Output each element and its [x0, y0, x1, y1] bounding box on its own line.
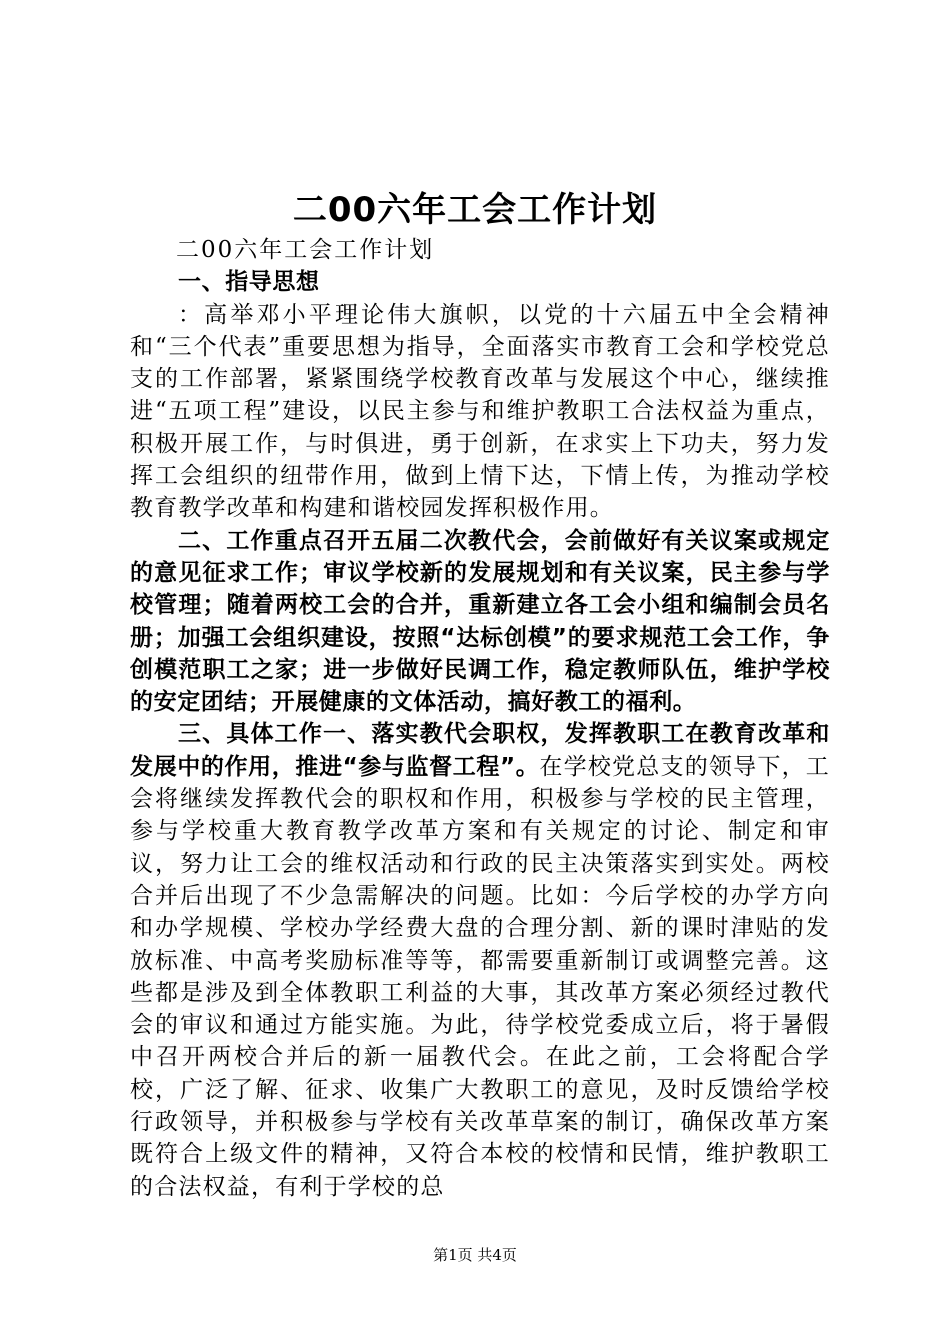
page-number-footer: 第1页 共4页	[433, 1246, 517, 1264]
section-key-work: 二、工作重点召开五届二次教代会，会前做好有关议案或规定的意见征求工作；审议学校新的发展规划和有关议案，民主参与学校管理；随着两校工会的合并，重新建立各工会小组和编制会员名册；加强工会组织建设，按照“达标创模”的要求规范工会工作，争创模范职工之家；进一步做好民调工作，稳定教师队伍，维护学校的安定团结；开展健康的文体活动，搞好教工的福利。	[130, 527, 830, 716]
document-subtitle: 二00六年工会工作计划	[176, 237, 435, 263]
document-title: 二00六年工会工作计划	[292, 190, 658, 230]
section-body-guiding-ideology: ：高举邓小平理论伟大旗帜，以党的十六届五中全会精神和“三个代表”重要思想为指导，全面落实市教育工会和学校党总支的工作部署，紧紧围绕学校教育改革与发展这个中心，继续推进“五项工程”建设，以民主参与和维护教职工合法权益为重点，积极开展工作，与时俱进，勇于创新，在求实上下功夫，努力发挥工会组织的纽带作用，做到上情下达，下情上传，为推动学校教育教学改革和构建和谐校园发挥积极作用。	[130, 301, 830, 522]
section-specific-work-body: 在学校党总支的领导下，工会将继续发挥教代会的职权和作用，积极参与学校的民主管理，参与学校重大教育教学改革方案和有关规定的讨论、制定和审议，努力让工会的维权活动和行政的民主决策落实到实处。两校合并后出现了不少急需解决的问题。比如：今后学校的办学方向和办学规模、学校办学经费大盘的合理分割、新的课时津贴的发放标准、中高考奖励标准等等，都需要重新制订或调整完善。这些都是涉及到全体教职工利益的大事，其改革方案必须经过教代会的审议和通过方能实施。为此，待学校党委成立后，将于暑假中召开两校合并后的新一届教代会。在此之前，工会将配合学校，广泛了解、征求、收集广大教职工的意见，及时反馈给学校行政领导，并积极参与学校有关改革草案的制订，确保改革方案既符合上级文件的精神，又符合本校的校情和民情，维护教职工的合法权益，有利于学校的总	[130, 753, 830, 1200]
document-body	[130, 234, 830, 1203]
section-specific-work-heading: 三、具体工作一、落实教代会职权，发挥教职工在教育改革和发展中的作用，推进“参与监督工程”。	[130, 721, 830, 780]
section-heading-guiding-ideology: 一、指导思想	[178, 269, 320, 296]
section-specific-work	[130, 718, 830, 1202]
